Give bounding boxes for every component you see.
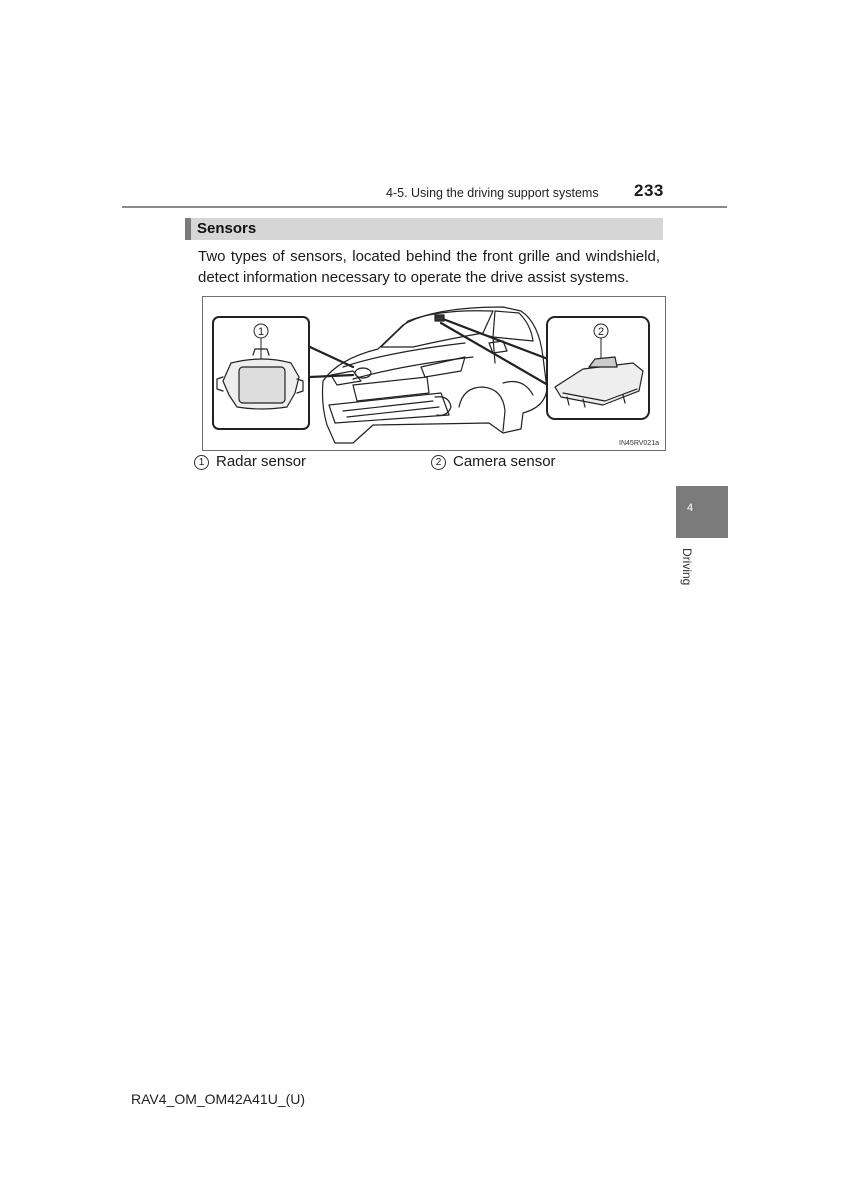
chapter-tab-label: Driving [680, 548, 694, 586]
vehicle-illustration [203, 297, 665, 450]
figure-code: IN45RV021a [619, 440, 659, 447]
legend-item-camera [431, 453, 556, 470]
document-id: RAV4_OM_OM42A41U_(U) [131, 1091, 306, 1107]
callout-1: 1 [257, 326, 265, 338]
legend-label: Camera sensor [453, 453, 556, 470]
chapter-number: 4 [687, 502, 694, 514]
section-title: Sensors [197, 220, 257, 237]
legend-number: 1 [194, 455, 209, 470]
chapter-tab [676, 486, 728, 538]
legend-item-radar [194, 453, 306, 470]
section-title-bar [185, 218, 663, 240]
intro-paragraph: Two types of sensors, located behind the front grille and windshield, detect information necessary to operate the drive assist systems. [198, 248, 660, 286]
chapter-section-heading: 4-5. Using the driving support systems [386, 186, 599, 200]
legend-number: 2 [431, 455, 446, 470]
header-divider [122, 206, 727, 208]
legend-label: Radar sensor [216, 453, 307, 470]
page-number: 233 [634, 181, 664, 200]
callout-2: 2 [597, 326, 605, 338]
sensor-location-figure [202, 296, 666, 451]
